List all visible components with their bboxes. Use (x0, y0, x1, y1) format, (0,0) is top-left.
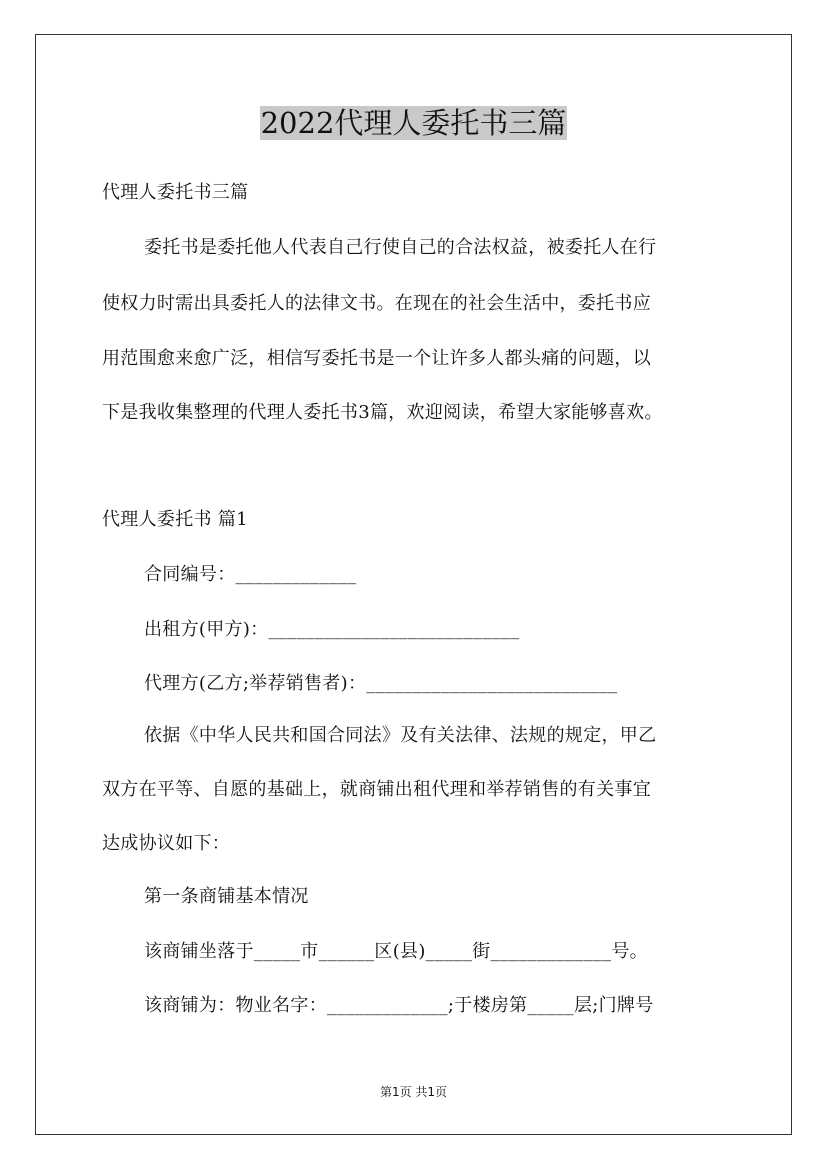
lessor-line: 出租方(甲方)：___________________________ (144, 619, 520, 640)
subtitle-line: 代理人委托书三篇 (102, 182, 249, 203)
page-footer: 第1页 共1页 (379, 1085, 448, 1099)
intro-line-2: 使权力时需出具委托人的法律文书。在现在的社会生活中，委托书应 (102, 293, 651, 314)
document-title (0, 103, 827, 143)
intro-line-1: 委托书是委托他人代表自己行使自己的合法权益，被委托人在行 (144, 237, 657, 258)
article-one-heading: 第一条商铺基本情况 (144, 886, 309, 907)
location-line: 该商铺坐落于_____市______区(县)_____街_____________号。 (144, 941, 648, 962)
document-title-text: 2022代理人委托书三篇 (260, 106, 567, 140)
intro-line-4: 下是我收集整理的代理人委托书3篇，欢迎阅读，希望大家能够喜欢。 (102, 402, 663, 423)
agreement-line-3: 达成协议如下： (102, 833, 231, 854)
section-heading: 代理人委托书 篇1 (102, 509, 248, 530)
contract-number-line: 合同编号：_____________ (144, 564, 357, 585)
intro-line-3: 用范围愈来愈广泛，相信写委托书是一个让许多人都头痛的问题，以 (102, 348, 651, 369)
agreement-line-2: 双方在平等、自愿的基础上，就商铺出租代理和举荐销售的有关事宜 (102, 779, 651, 800)
agreement-line-1: 依据《中华人民共和国合同法》及有关法律、法规的规定，甲乙 (144, 725, 657, 746)
property-line: 该商铺为：物业名字：_____________;于楼房第_____层;门牌号 (144, 995, 654, 1016)
agent-line: 代理方(乙方;举荐销售者)：___________________________ (144, 673, 618, 694)
